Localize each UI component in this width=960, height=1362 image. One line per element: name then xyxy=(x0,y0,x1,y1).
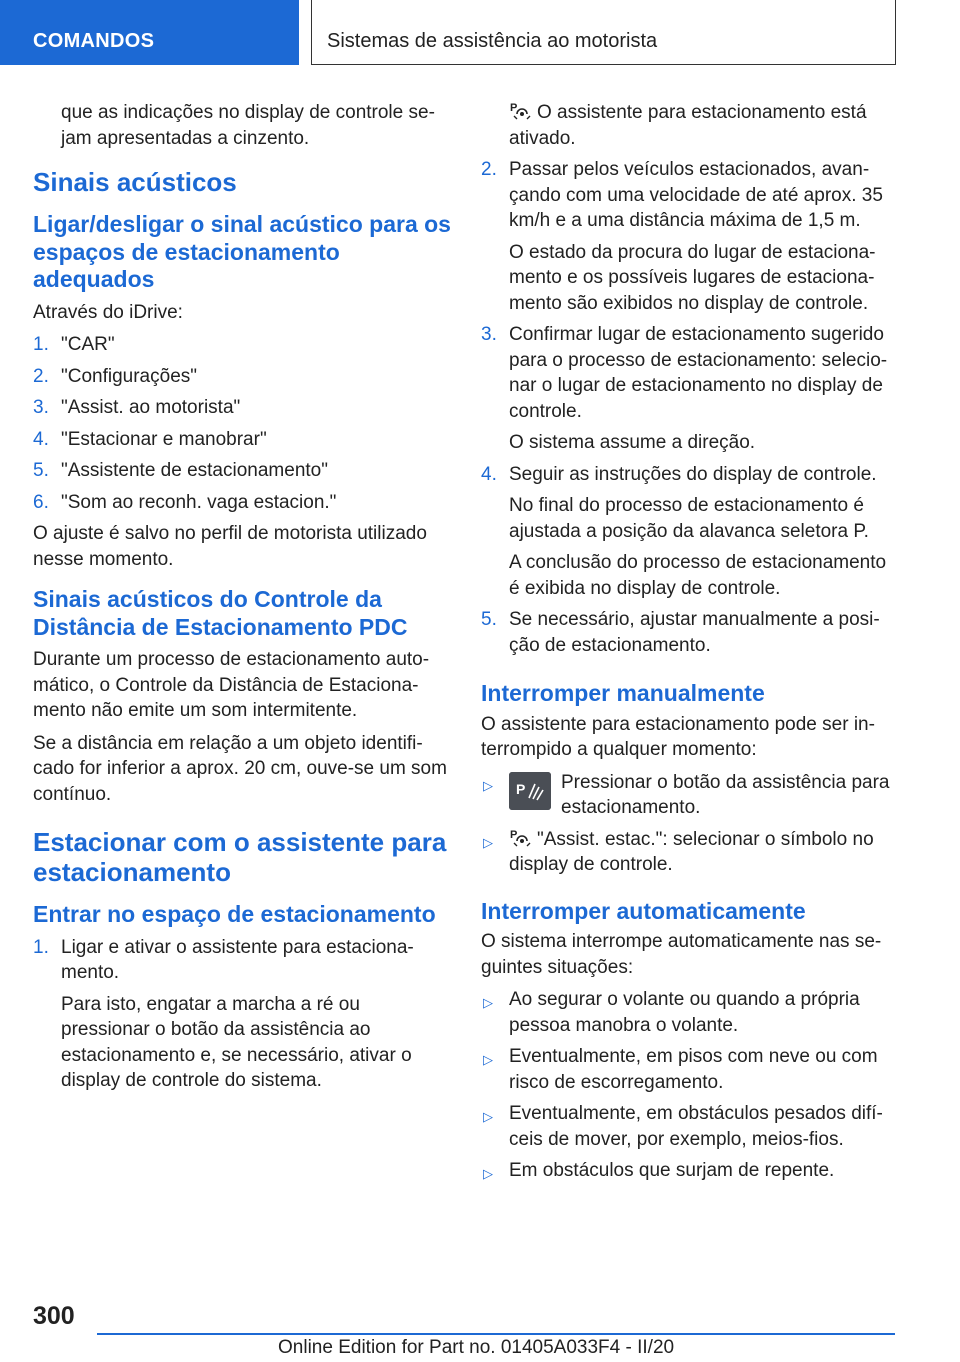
parking-button-icon xyxy=(509,772,551,810)
page-number: 300 xyxy=(33,1302,75,1330)
list-item: 4. "Estacionar e manobrar" xyxy=(33,428,267,450)
footer-divider xyxy=(97,1333,895,1335)
footer-edition: Online Edition for Part no. 01405A033F4 - II/20 xyxy=(278,1337,675,1358)
triangle-right-icon: ▷ xyxy=(483,777,493,793)
auto-paragraph: O sistema interrompe automaticamente nas se-guintes situações: xyxy=(481,931,882,978)
parking-assistant-icon xyxy=(509,100,531,120)
list-item: 3. "Assist. ao motorista" xyxy=(33,397,241,418)
step-1-detail: Para isto, engatar a marcha a ré ou pressionar o botão da assistência ao estacionamento e, se necessário, ativar o display de controle do sistema. xyxy=(61,993,412,1091)
svg-text:P: P xyxy=(510,828,518,841)
list-item: 1. Ligar e ativar o assistente para estaciona-mento. xyxy=(33,936,414,983)
right-column xyxy=(481,100,895,1190)
svg-text:P: P xyxy=(516,780,526,797)
ajuste-text: O ajuste é salvo no perfil de motorista utilizado nesse momento. xyxy=(33,523,427,570)
parking-assistant-icon xyxy=(509,827,531,847)
triangle-right-icon: ▷ xyxy=(483,995,493,1010)
list-item: 2. Passar pelos veículos estacionados, avan-çando com uma velocidade de até aprox. 35 km/h e a uma distância máxima de 1,5 m. xyxy=(481,159,883,231)
header-section-label: COMANDOS xyxy=(33,30,155,52)
left-column xyxy=(33,100,451,1100)
manual-paragraph: O assistente para estacionamento pode ser in-terrompido a qualquer momento: xyxy=(481,713,875,760)
via-idrive: Através do iDrive: xyxy=(33,301,183,323)
pdc-paragraph-1: Durante um processo de estacionamento auto-mático, o Controle da Distância de Estaciona-mento não emite um som intermitente. xyxy=(33,649,430,721)
heading-entrar: Entrar no espaço de estacionamento xyxy=(33,901,436,927)
list-item: ▷ P Pressionar o botão da assistência para estacionamento. xyxy=(483,771,890,818)
heading-auto: Interromper automaticamente xyxy=(481,897,806,924)
step-4-detail-2: A conclusão do processo de estacionamento é exibida no display de controle. xyxy=(509,552,887,599)
triangle-right-icon: ▷ xyxy=(483,1166,493,1181)
header-section-tab xyxy=(0,0,299,65)
list-item: ▷ Ao segurar o volante ou quando a própria pessoa manobra o volante. xyxy=(483,989,860,1036)
list-item: ▷ Eventualmente, em obstáculos pesados difí-ceis de mover, por exemplo, meios-fios. xyxy=(483,1103,883,1150)
list-item: ▷ Eventualmente, em pisos com neve ou com risco de escorregamento. xyxy=(483,1046,878,1093)
triangle-right-icon: ▷ xyxy=(483,1109,493,1124)
list-item: 5. "Assistente de estacionamento" xyxy=(33,460,328,481)
pdc-paragraph-2: Se a distância em relação a um objeto identifi-cado for inferior a aprox. 20 cm, ouve-se um som contínuo. xyxy=(33,732,447,805)
list-item: 2. "Configurações" xyxy=(33,365,198,387)
list-item: 1. "CAR" xyxy=(33,334,115,355)
triangle-right-icon: ▷ xyxy=(483,1052,493,1067)
list-item: ▷ P "Assist. estac.": selecionar o símbolo no display de controle. xyxy=(483,828,874,875)
header-chapter-box xyxy=(311,0,896,65)
heading-pdc: Sinais acústicos do Controle da Distância de Estacionamento PDC xyxy=(33,586,408,640)
heading-estacionar: Estacionar com o assistente para estacionamento xyxy=(33,827,447,887)
svg-text:P: P xyxy=(510,102,518,114)
header-chapter-label: Sistemas de assistência ao motorista xyxy=(327,30,658,52)
step-4-detail-1: No final do processo de estacionamento é ajustada a posição da alavanca seletora P. xyxy=(509,495,869,542)
step-3-detail: O sistema assume a direção. xyxy=(509,432,756,453)
heading-manual: Interromper manualmente xyxy=(481,680,765,706)
idrive-steps xyxy=(33,332,451,515)
list-item: 6. "Som ao reconh. vaga estacion." xyxy=(33,491,337,513)
intro-text: que as indicações no display de controle se-jam apresentadas a cinzento. xyxy=(61,102,435,149)
heading-ligar: Ligar/desligar o sinal acústico para os espaços de estacionamento adequados xyxy=(33,211,451,292)
list-item: 4. Seguir as instruções do display de controle. xyxy=(481,463,877,485)
heading-sinais: Sinais acústicos xyxy=(33,167,237,197)
triangle-right-icon: ▷ xyxy=(483,834,493,850)
list-item: ▷ Em obstáculos que surjam de repente. xyxy=(481,1158,895,1184)
list-item: 3. Confirmar lugar de estacionamento sugerido para o processo de estacionamento: selecio-nar o lugar de estacionamento no display de controle. xyxy=(481,324,888,422)
activated-line: P O assistente para estacionamento está ativado. xyxy=(509,102,867,149)
step-2-detail: O estado da procura do lugar de estaciona-mento e os possíveis lugares de estaciona-mento são exibidos no display de controle. xyxy=(509,241,876,314)
list-item: 5. Se necessário, ajustar manualmente a posi-ção de estacionamento. xyxy=(481,609,880,656)
